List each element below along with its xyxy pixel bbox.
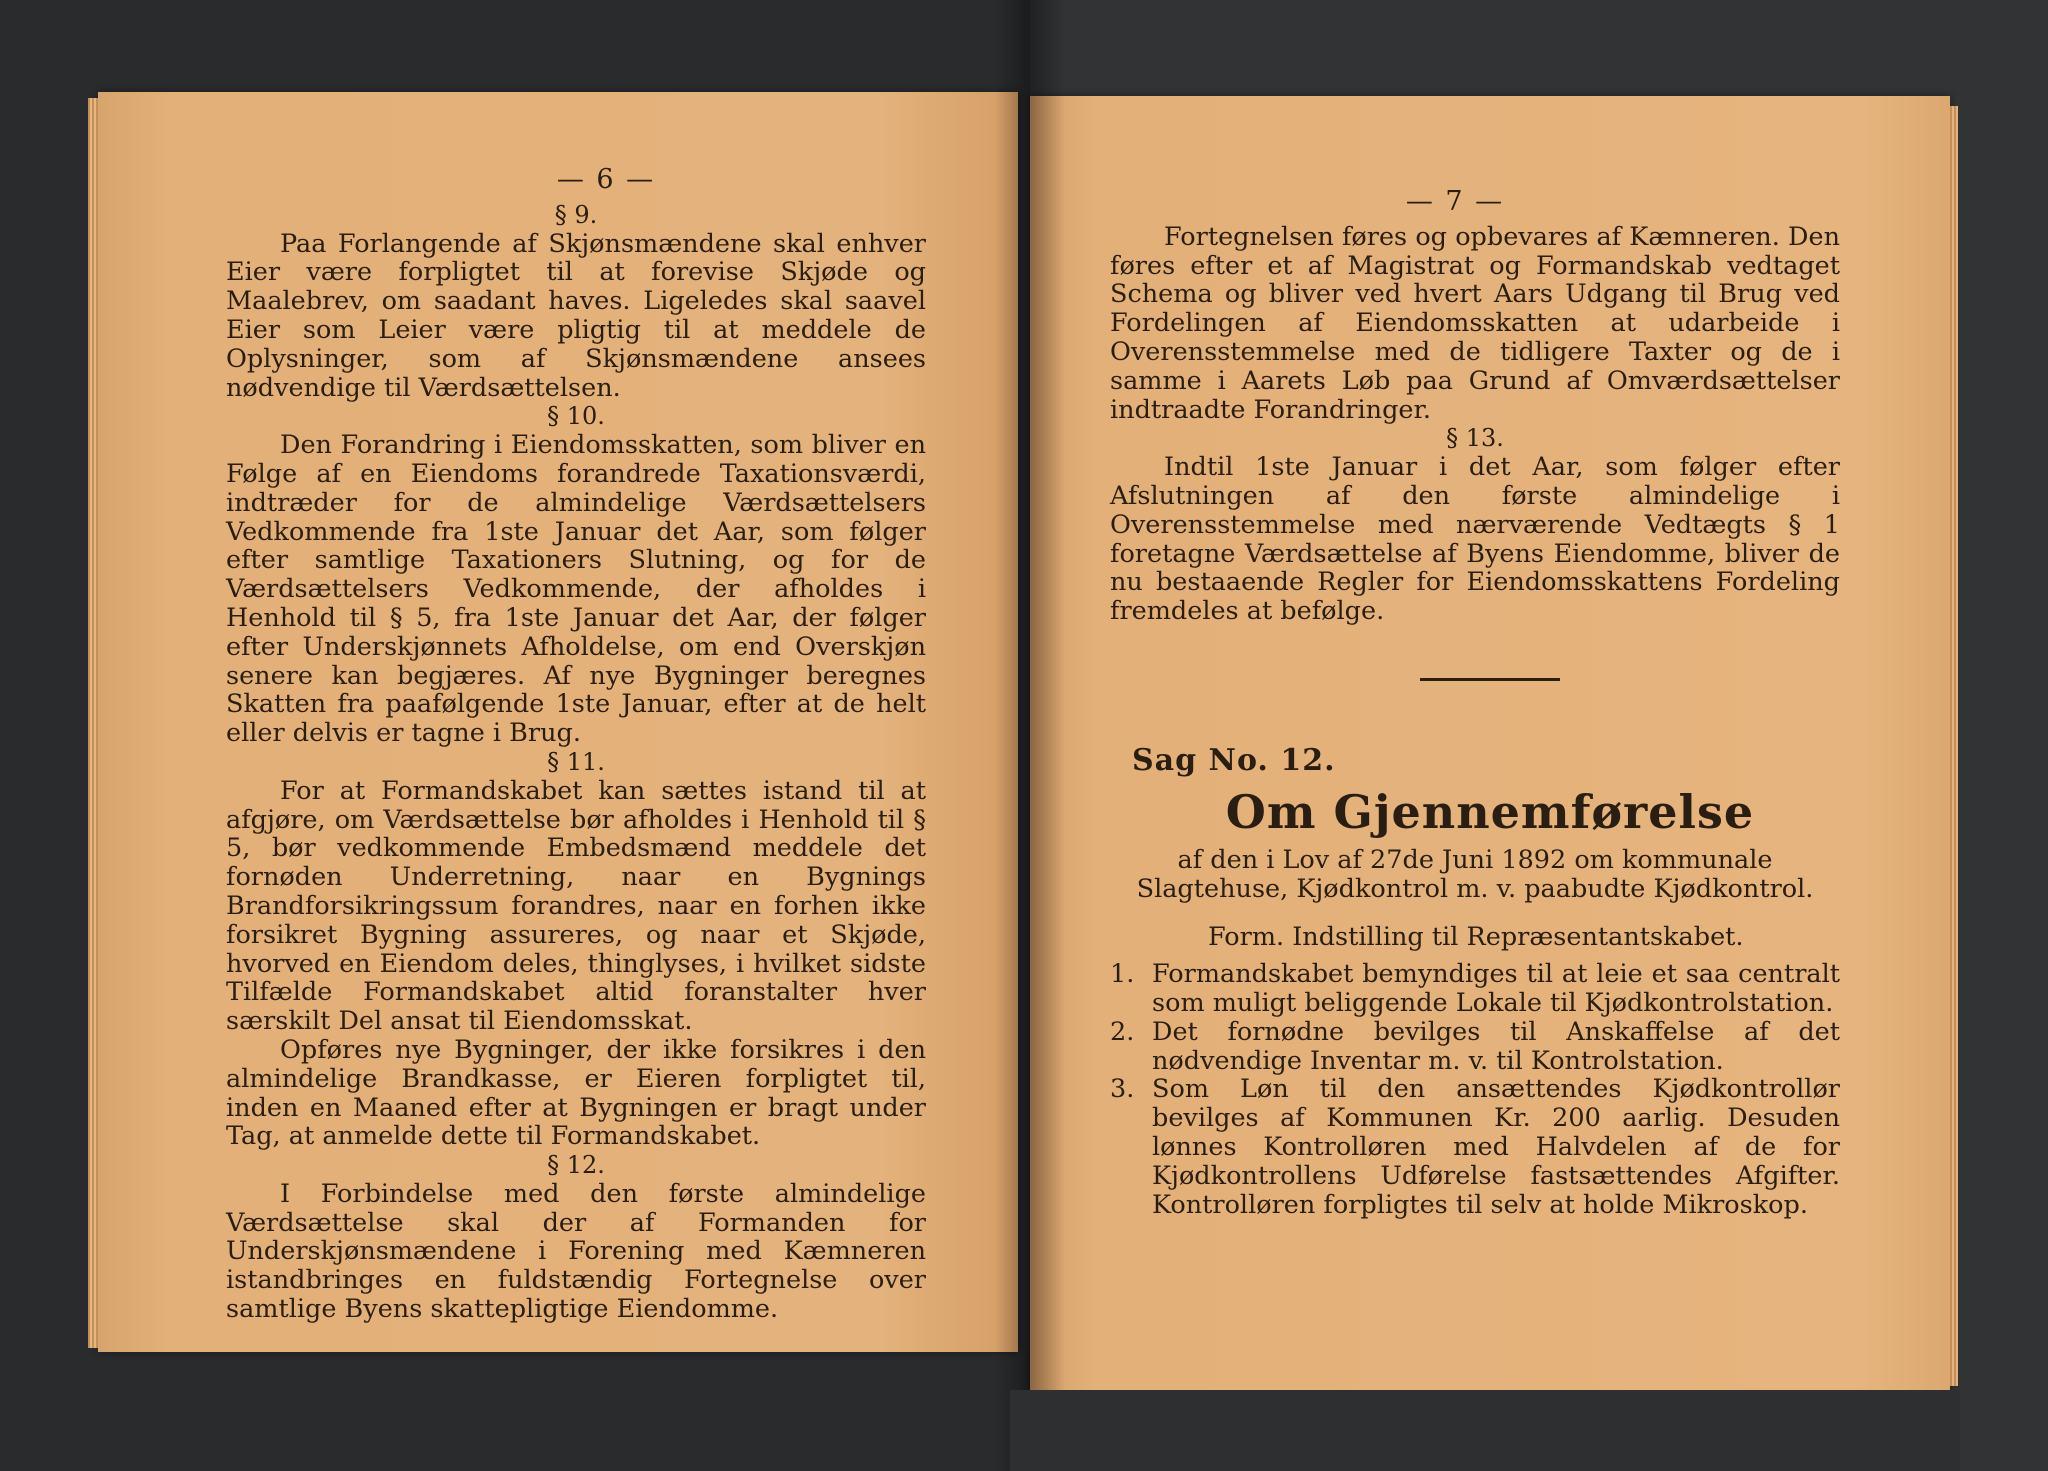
page-number: — 7 — xyxy=(1405,186,1505,217)
list-item-number: 2. xyxy=(1110,1016,1135,1047)
left-page-content xyxy=(226,166,926,1324)
section-heading: § 9. xyxy=(554,200,598,229)
list-item-text: Formandskabet bemyndiges til at leie et saa centralt som muligt beliggende Lokale til Kjødkontrolstation. xyxy=(1152,959,1840,1018)
spine-shadow xyxy=(995,0,1065,1471)
list-item-text: Som Løn til den ansættendes Kjødkontrollør bevilges af Kommunen Kr. 200 aarlig. Desuden lønnes Kontrolløren med Halvdelen af de for Kjødkontrollens Udførelse fastsættendes Afgifter. Kontrolløren forpligtes til selv at holde Mikroskop. xyxy=(1152,1074,1840,1220)
case-title: Om Gjennemførelse xyxy=(1225,784,1755,839)
right-page-content xyxy=(1110,188,1840,1219)
section-divider xyxy=(1420,678,1560,681)
paragraph: I Forbindelse med den første almindelige Værdsættelse skal der af Formanden for Underskjønsmændene i Forening med Kæmneren istandbringes en fuldstændig Fortegnelse over samtlige Byens skattepligtige Eiendomme. xyxy=(226,1178,926,1325)
paragraph: Den Forandring i Eiendomsskatten, som bliver en Følge af en Eiendoms forandrede Taxationsværdi, indtræder for de almindelige Værdsættelsers Vedkommende fra 1ste Januar det Aar, som følger efter samtlige Taxationers Slutning, og for de Værdsættelsers Vedkommende, der afholdes i Henhold til § 5, fra 1ste Januar det Aar, der følger efter Underskjønnets Afholdelse, om end Overskjøn senere kan begjæres. Af nye Bygninger beregnes Skatten fra paafølgende 1ste Januar, efter at de helt eller delvis er tagne i Brug. xyxy=(226,430,926,749)
right-page xyxy=(1030,96,1950,1396)
section-heading: § 13. xyxy=(1446,424,1504,453)
paragraph: Fortegnelsen føres og opbevares af Kæmneren. Den føres efter et af Magistrat og Formandskab vedtaget Schema og bliver ved hvert Aars Udgang til Brug ved Fordelingen af Eiendomsskatten at udarbeide i Overensstemmelse med de tidligere Taxter og de i samme i Aarets Løb paa Grund af Omværdsættelser indtraadte Forandringer. xyxy=(1110,221,1840,425)
left-page-blocks xyxy=(226,201,926,1324)
list-item xyxy=(1110,1075,1840,1219)
paragraph: Opføres nye Bygninger, der ikke forsikres i den almindelige Brandkasse, er Eieren forpligtet til, inden en Maaned efter at Bygningen er bragt under Tag, at anmelde dette til Formandskabet. xyxy=(226,1034,926,1152)
case-subtitle: af den i Lov af 27de Juni 1892 om kommunale Slagtehuse, Kjødkontrol m. v. paabudte Kjødkontrol. xyxy=(1136,844,1814,904)
list-item-text: Det fornødne bevilges til Anskaffelse af det nødvendige Inventar m. v. til Kontrolstation. xyxy=(1152,1016,1840,1076)
left-page-edge xyxy=(88,98,98,1348)
list-item xyxy=(1110,960,1840,1018)
section-heading: § 10. xyxy=(547,402,605,431)
section-heading: § 12. xyxy=(547,1151,605,1180)
paragraph: Indtil 1ste Januar i det Aar, som følger efter Afslutningen af den første almindelige i Overensstemmelse med nærværende Vedtægts § 1 foretagne Værdsættelse af Byens Eiendomme, bliver de nu bestaaende Regler for Eiendomsskattens Fordeling fremdeles at befølge. xyxy=(1110,452,1840,627)
right-page-edge xyxy=(1950,106,1958,1386)
list-item-number: 1. xyxy=(1110,959,1135,990)
paragraph: Paa Forlangende af Skjønsmændene skal enhver Eier være forpligtet til at forevise Skjøde og Maalebrev, om saadant haves. Ligeledes skal saavel Eier som Leier være pligtig til at meddele de Oplysninger, som af Skjønsmændene ansees nødvendige til Værdsættelsen. xyxy=(226,228,926,403)
case-number: Sag No. 12. xyxy=(1132,742,1336,778)
left-page xyxy=(98,92,1018,1352)
page-number: — 6 — xyxy=(556,164,656,195)
section-heading: § 11. xyxy=(547,747,605,776)
recommendation-list xyxy=(1110,960,1840,1219)
right-page-blocks xyxy=(1110,223,1840,626)
list-item-number: 3. xyxy=(1110,1074,1135,1105)
list-item xyxy=(1110,1018,1840,1076)
paragraph: For at Formandskabet kan sættes istand til at afgjøre, om Værdsættelse bør afholdes i Henhold til § 5, bør vedkommende Embedsmænd meddele det fornøden Underretning, naar en Bygnings Brandforsikringssum forandres, naar en forhen ikke forsikret Bygning assureres, og naar et Skjøde, hvorved en Eiendom deles, thinglyses, i hvilket sidste Tilfælde Formandskabet altid foranstalter hver særskilt Del ansat til Eiendomsskat. xyxy=(226,775,926,1037)
bottom-strip xyxy=(1010,1390,1960,1471)
recommendation-heading: Form. Indstilling til Repræsentantskabet. xyxy=(1208,922,1744,953)
